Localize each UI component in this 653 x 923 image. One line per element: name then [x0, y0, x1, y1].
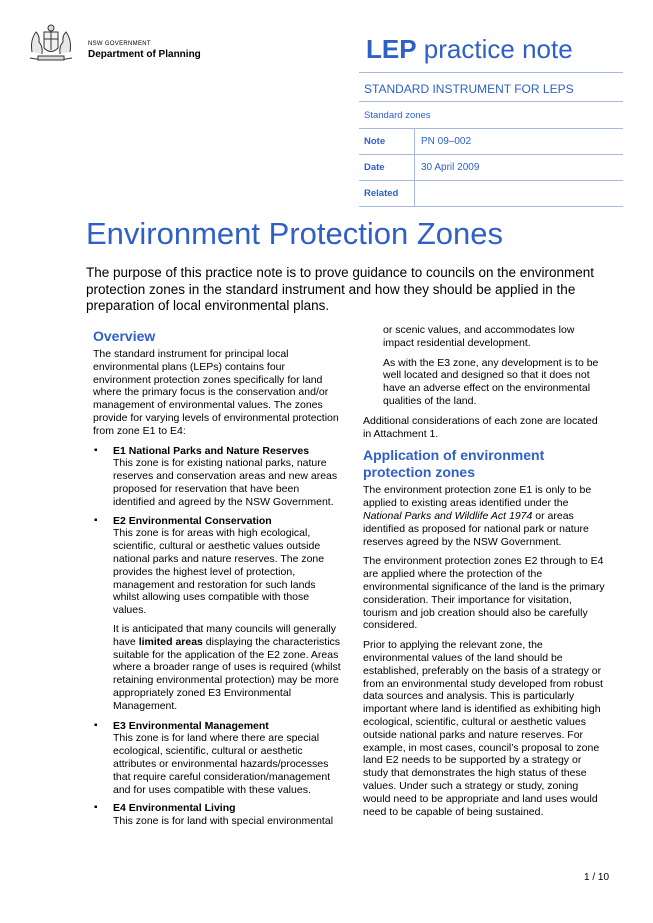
instrument-label: STANDARD INSTRUMENT FOR LEPS	[359, 72, 623, 101]
title-rest: practice note	[416, 34, 573, 64]
title-lep: LEP	[366, 34, 417, 64]
subject-label: Standard zones	[359, 101, 623, 128]
overview-paragraph: The standard instrument for principal local environmental plans (LEPs) contains four environment protection zones specifically for land where the primary focus is the conservation and/or management of environmental values. The zones provide for varying levels of environmental protection from zone E1 to E4:	[93, 348, 339, 437]
e2-more-b: displaying the characteristics suitable for the application of the E2 zone. Areas where a broader range of uses is required (whilst retaining environmental protection) may be more appropriately zoned E3 Environmental Management.	[113, 635, 341, 712]
meta-row-note	[359, 128, 623, 154]
bullet-e3	[93, 720, 343, 797]
bullet-title: ▪ E2 Environmental Conservation	[113, 514, 272, 527]
meta-block	[359, 72, 623, 207]
e4-more: As with the E3 zone, any development is to be well located and designed so that it does not have an adverse effect on the environmental qualities of the land.	[383, 356, 599, 407]
meta-row-related	[359, 180, 623, 207]
meta-value	[415, 181, 421, 206]
bullet-title: ▪ E4 Environmental Living	[113, 802, 236, 815]
left-column	[93, 328, 343, 834]
e4-continued: or scenic values, and accommodates low impact residential development.	[383, 324, 575, 349]
bullet-title: ▪ E3 Environmental Management	[113, 719, 269, 732]
application-heading: Application of environment protection zones	[363, 447, 545, 481]
meta-row-date	[359, 154, 623, 180]
bullet-e2	[93, 515, 343, 617]
page-number: 1 / 10	[584, 872, 610, 883]
meta-value: 30 April 2009	[421, 162, 480, 173]
meta-label: Related	[359, 181, 415, 206]
bullet-e1	[93, 445, 343, 509]
bullet-e4	[93, 802, 343, 828]
application-paragraph-3: Prior to applying the relevant zone, the environmental values of the land should be established, preferably on the basis of a strategy or from an environmental study developed from robust data sources and analysis. This is particularly important where land is identified as exhibiting high ecological, scientific, cultural or aesthetic values outside national parks and nature reserves. For example, in most cases, council’s proposal to zone land E2 needs to be supported by a strategy or study that demonstrates the high status of these values. Under such a strategy or study, zoning would need to be appropriate and land uses would need to be capable of being sustained.	[363, 639, 603, 818]
right-column	[363, 324, 608, 825]
meta-label: Date	[359, 155, 415, 180]
p1-a: The environment protection zone E1 is only to be applied to existing areas identified under the	[363, 484, 592, 510]
overview-heading: Overview	[93, 328, 156, 344]
act-name: National Parks and Wildlife Act 1974	[363, 509, 533, 522]
department-name: Department of Planning	[88, 49, 201, 60]
meta-value: PN 09–002	[421, 136, 472, 147]
bullet-text: This zone is for existing national parks, nature reserves and conservation areas and new areas proposed for reservation that have been identified and agreed by the NSW Government.	[113, 457, 338, 508]
bullet-text: This zone is for land where there are special ecological, scientific, cultural or aesthetic attributes or environmental hazards/processes that require careful consideration/management and for uses compatible with these values.	[113, 732, 331, 796]
nsw-government-crest	[26, 22, 76, 64]
gov-line: NSW GOVERNMENT	[88, 41, 151, 47]
p1-b: or areas identified as proposed for national park or nature reserves agreed by the NSW Government.	[363, 509, 589, 548]
application-paragraph-2: The environment protection zones E2 through to E4 are applied where the protection of the environmental significance of the land is the primary consideration. Their importance for visitation, tourism and job creation should also be carefully considered.	[363, 555, 605, 632]
meta-label: Note	[359, 129, 415, 154]
bullet-title: ▪ E1 National Parks and Nature Reserves	[113, 444, 310, 457]
bullet-text: This zone is for land with special environmental	[113, 815, 334, 828]
e2-more-bold: limited areas	[138, 635, 203, 648]
intro-paragraph: The purpose of this practice note is to prove guidance to councils on the environment protection zones in the standard instrument and how they should be applied in the preparation of local environmental plans.	[86, 265, 595, 314]
page-title: Environment Protection Zones	[86, 216, 503, 251]
department-logo-text	[88, 40, 201, 60]
application-paragraph-1	[363, 484, 608, 548]
bullet-text: This zone is for areas with high ecological, scientific, cultural or aesthetic values outside national parks and nature reserves. The zone provides the highest level of protection, management and restoration for such lands whilst allowing uses compatible with those values.	[113, 527, 325, 617]
additional-considerations: Additional considerations of each zone are located in Attachment 1.	[363, 414, 598, 440]
e2-additional-paragraph	[93, 623, 343, 713]
e2-more-a: It is anticipated that many councils will generally have	[113, 622, 336, 648]
practice-note-title	[366, 32, 573, 66]
